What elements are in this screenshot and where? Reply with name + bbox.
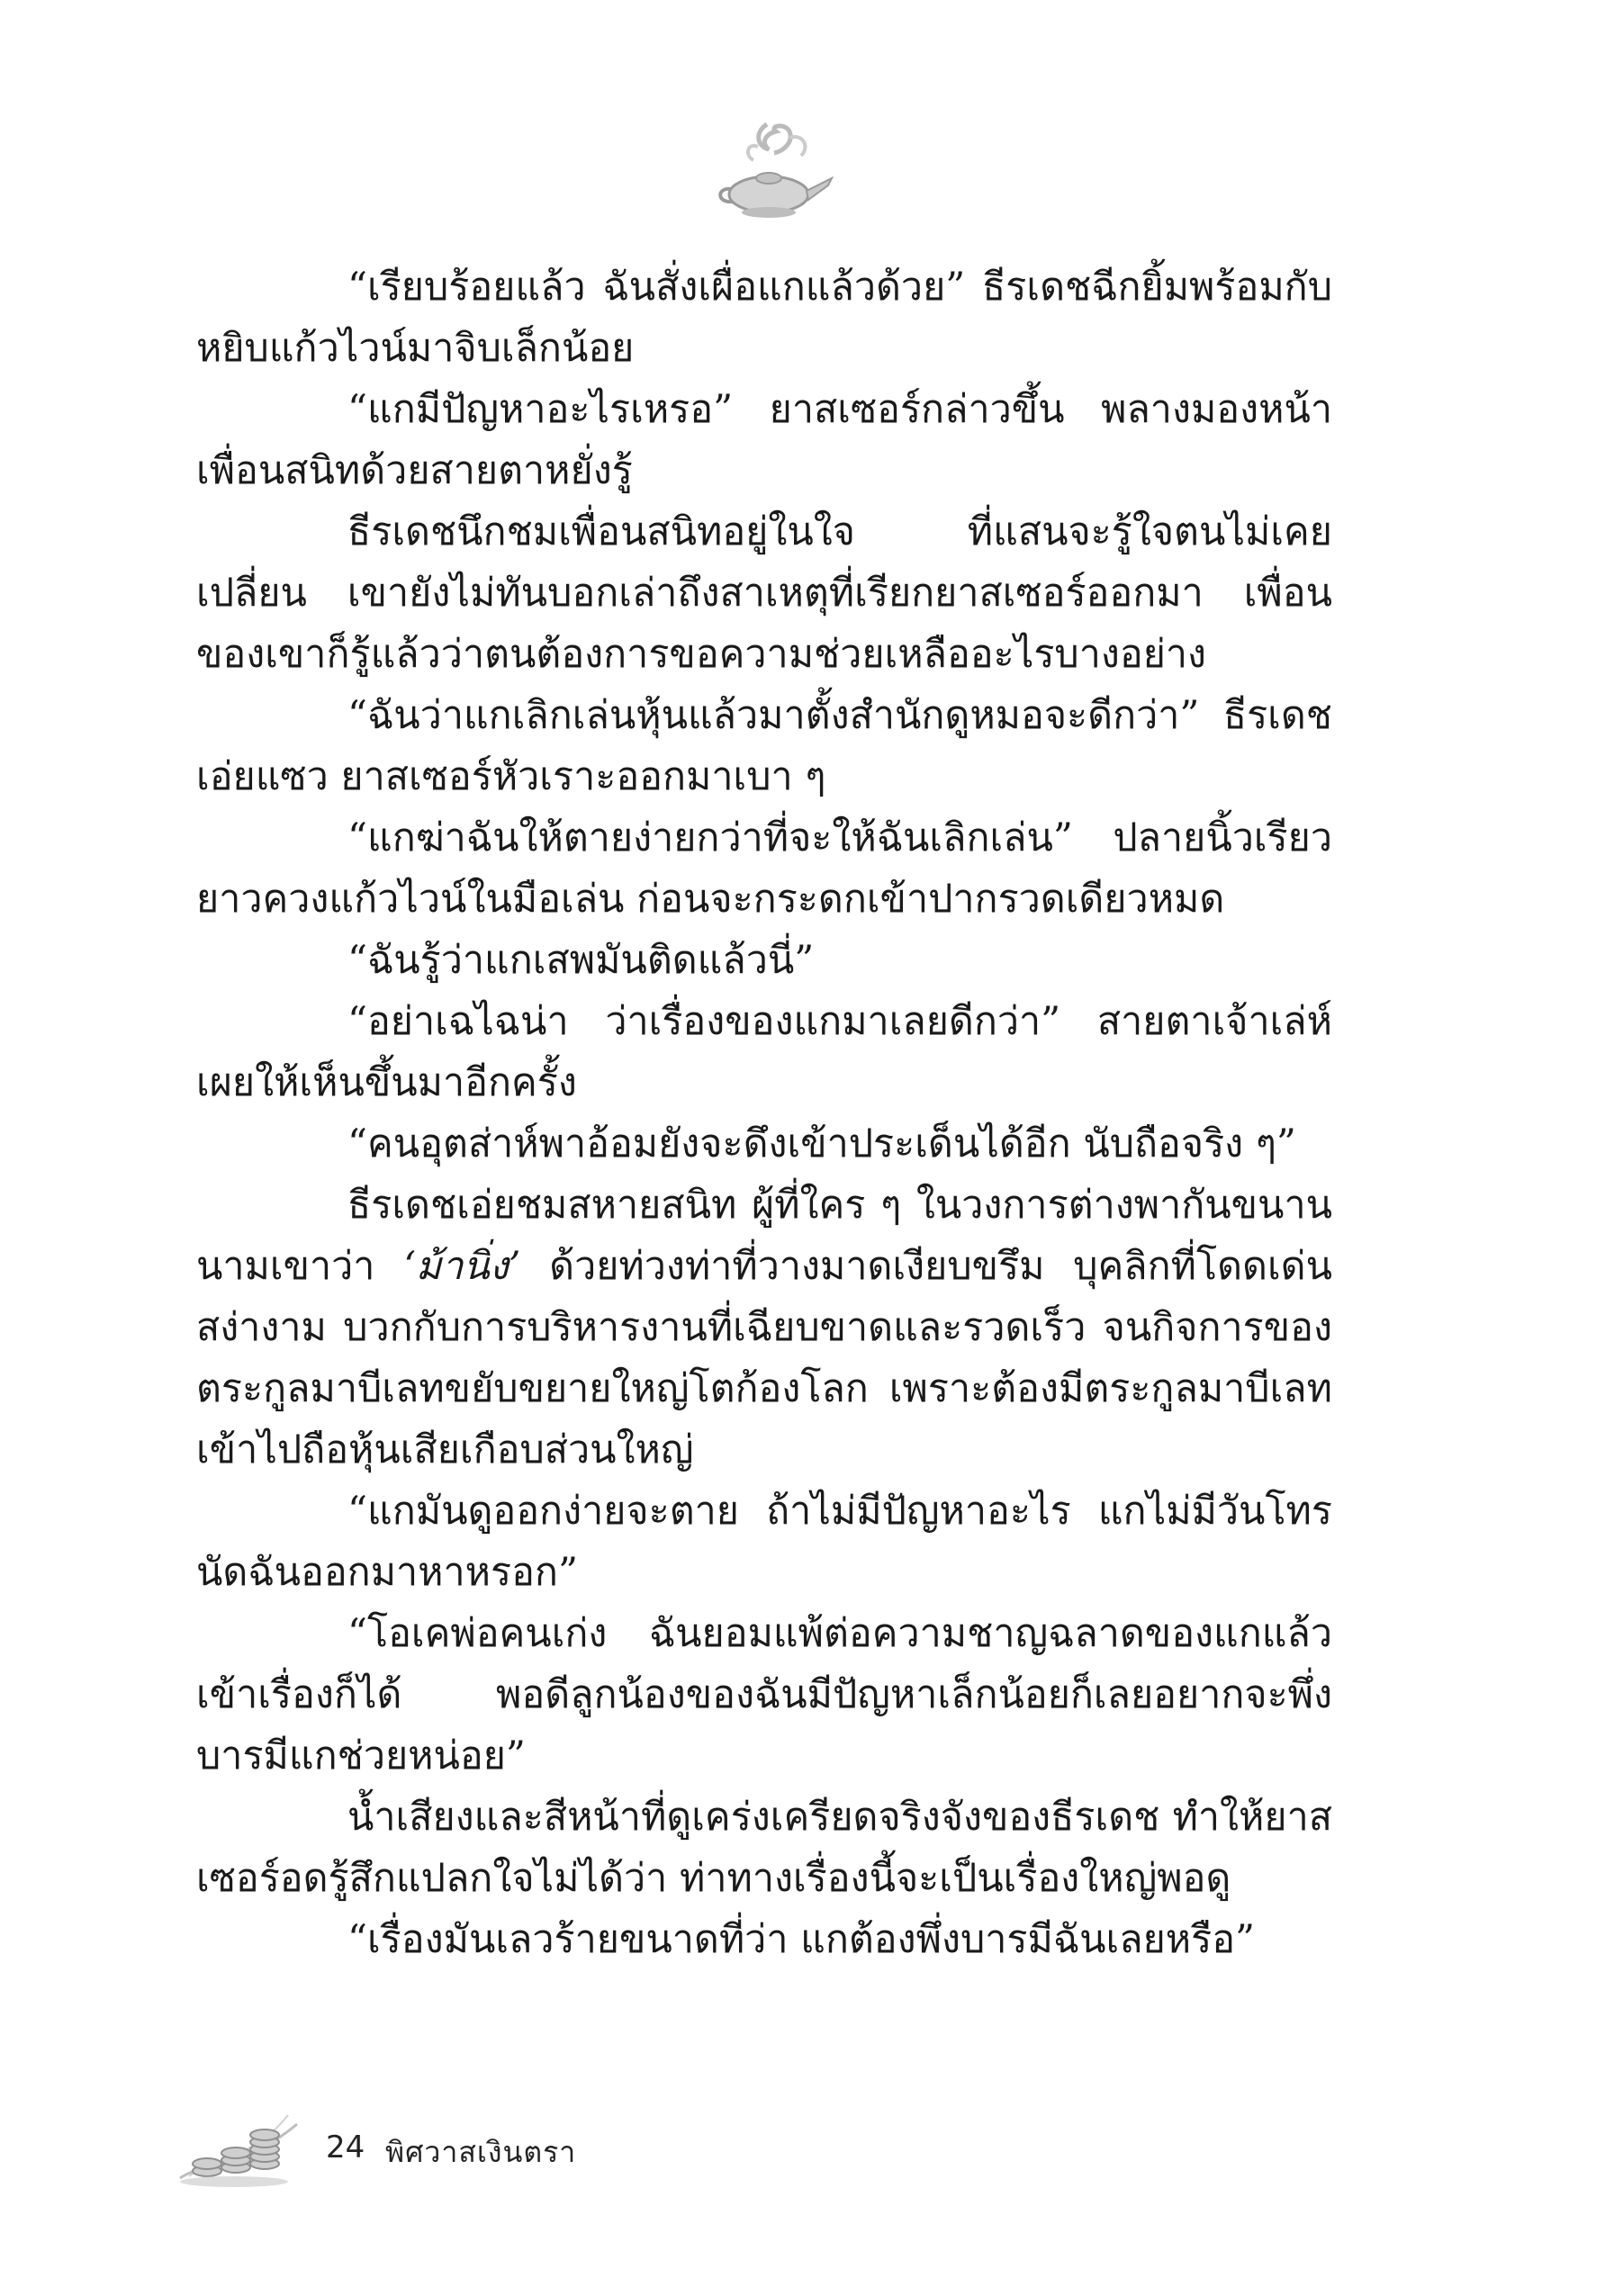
paragraph: “แกมันดูออกง่ายจะตาย ถ้าไม่มีปัญหาอะไร แกไม่มีวันโทรนัดฉันออกมาหาหรอก” (196, 1489, 1332, 1595)
paragraph: “คนอุตส่าห์พาอ้อมยังจะดึงเข้าประเด็นได้อีก นับถือจริง ๆ” (347, 1121, 1296, 1166)
page-number: 24 (326, 2129, 365, 2165)
paragraph: “เรื่องมันเลวร้ายขนาดที่ว่า แกต้องพึ่งบารมีฉันเลยหรือ” (347, 1917, 1256, 1962)
paragraph: “ฉันรู้ว่าแกเสพมันติดแล้วนี่” (347, 938, 815, 983)
page-footer (171, 2070, 801, 2205)
teapot-icon (704, 106, 839, 241)
paragraph: “แกมีปัญหาอะไรเหรอ” ยาสเซอร์กล่าวขึ้น พลางมองหน้าเพื่อนสนิทด้วยสายตาหยั่งรู้ (196, 387, 1332, 493)
coin-stack-icon (171, 2070, 306, 2196)
paragraph: “โอเคพ่อคนเก่ง ฉันยอมแพ้ต่อความชาญฉลาดของแกแล้ว เข้าเรื่องก็ได้ พอดีลูกน้องของฉันมีปัญหาเล็กน้อยก็เลยอยากจะพึ่งบารมีแกช่วยหน่อย” (196, 1611, 1332, 1778)
paragraph: “ฉันว่าแกเลิกเล่นหุ้นแล้วมาตั้งสำนักดูหมอจะดีกว่า” ธีรเดชเอ่ยแซว ยาสเซอร์หัวเราะออกมาเบา ๆ (196, 693, 1332, 799)
paragraph: “เรียบร้อยแล้ว ฉันสั่งเผื่อแกแล้วด้วย” ธีรเดชฉีกยิ้มพร้อมกับหยิบแก้วไวน์มาจิบเล็กน้อย (196, 265, 1332, 371)
paragraph: น้ำเสียงและสีหน้าที่ดูเคร่งเครียดจริงจังของธีรเดช ทำให้ยาสเซอร์อดรู้สึกแปลกใจไม่ได้ว่า ท่าทางเรื่องนี้จะเป็นเรื่องใหญ่พอดู (196, 1795, 1332, 1901)
story-text (196, 257, 1332, 2057)
paragraph: “อย่าเฉไฉน่า ว่าเรื่องของแกมาเลยดีกว่า” สายตาเจ้าเล่ห์เผยให้เห็นขึ้นมาอีกครั้ง (196, 999, 1332, 1105)
paragraph-text: ธีรเดชเอ่ยชมสหายสนิท ผู้ที่ใคร ๆ ในวงการต่างพากันขนานนามเขาว่า (196, 1183, 1332, 1289)
paragraph (196, 1175, 1332, 1481)
nickname: ‘ม้านิ่ง’ (403, 1244, 521, 1289)
book-title: พิศวาสเงินตรา (385, 2135, 577, 2169)
paragraph: ธีรเดชนึกชมเพื่อนสนิทอยู่ในใจ ที่แสนจะรู้ใจตนไม่เคยเปลี่ยน เขายังไม่ทันบอกเล่าถึงสาเหตุที่เรียกยาสเซอร์ออกมา เพื่อนของเขาก็รู้แล้วว่าตนต้องการขอความช่วยเหลืออะไรบางอย่าง (196, 509, 1332, 677)
paragraph: “แกฆ่าฉันให้ตายง่ายกว่าที่จะให้ฉันเลิกเล่น” ปลายนิ้วเรียวยาวควงแก้วไวน์ในมือเล่น ก่อนจะกระดกเข้าปากรวดเดียวหมด (196, 815, 1332, 922)
paragraph-text: ด้วยท่วงท่าที่วางมาดเงียบขรึม บุคลิกที่โดดเด่นสง่างาม บวกกับการบริหารงานที่เฉียบขาดและรวดเร็ว จนกิจการของตระกูลมาบีเลทขยับขยายใหญ่โตก้องโลก เพราะต้องมีตระกูลมาบีเลทเข้าไปถือหุ้นเสียเกือบส่วนใหญ่ (196, 1244, 1332, 1472)
